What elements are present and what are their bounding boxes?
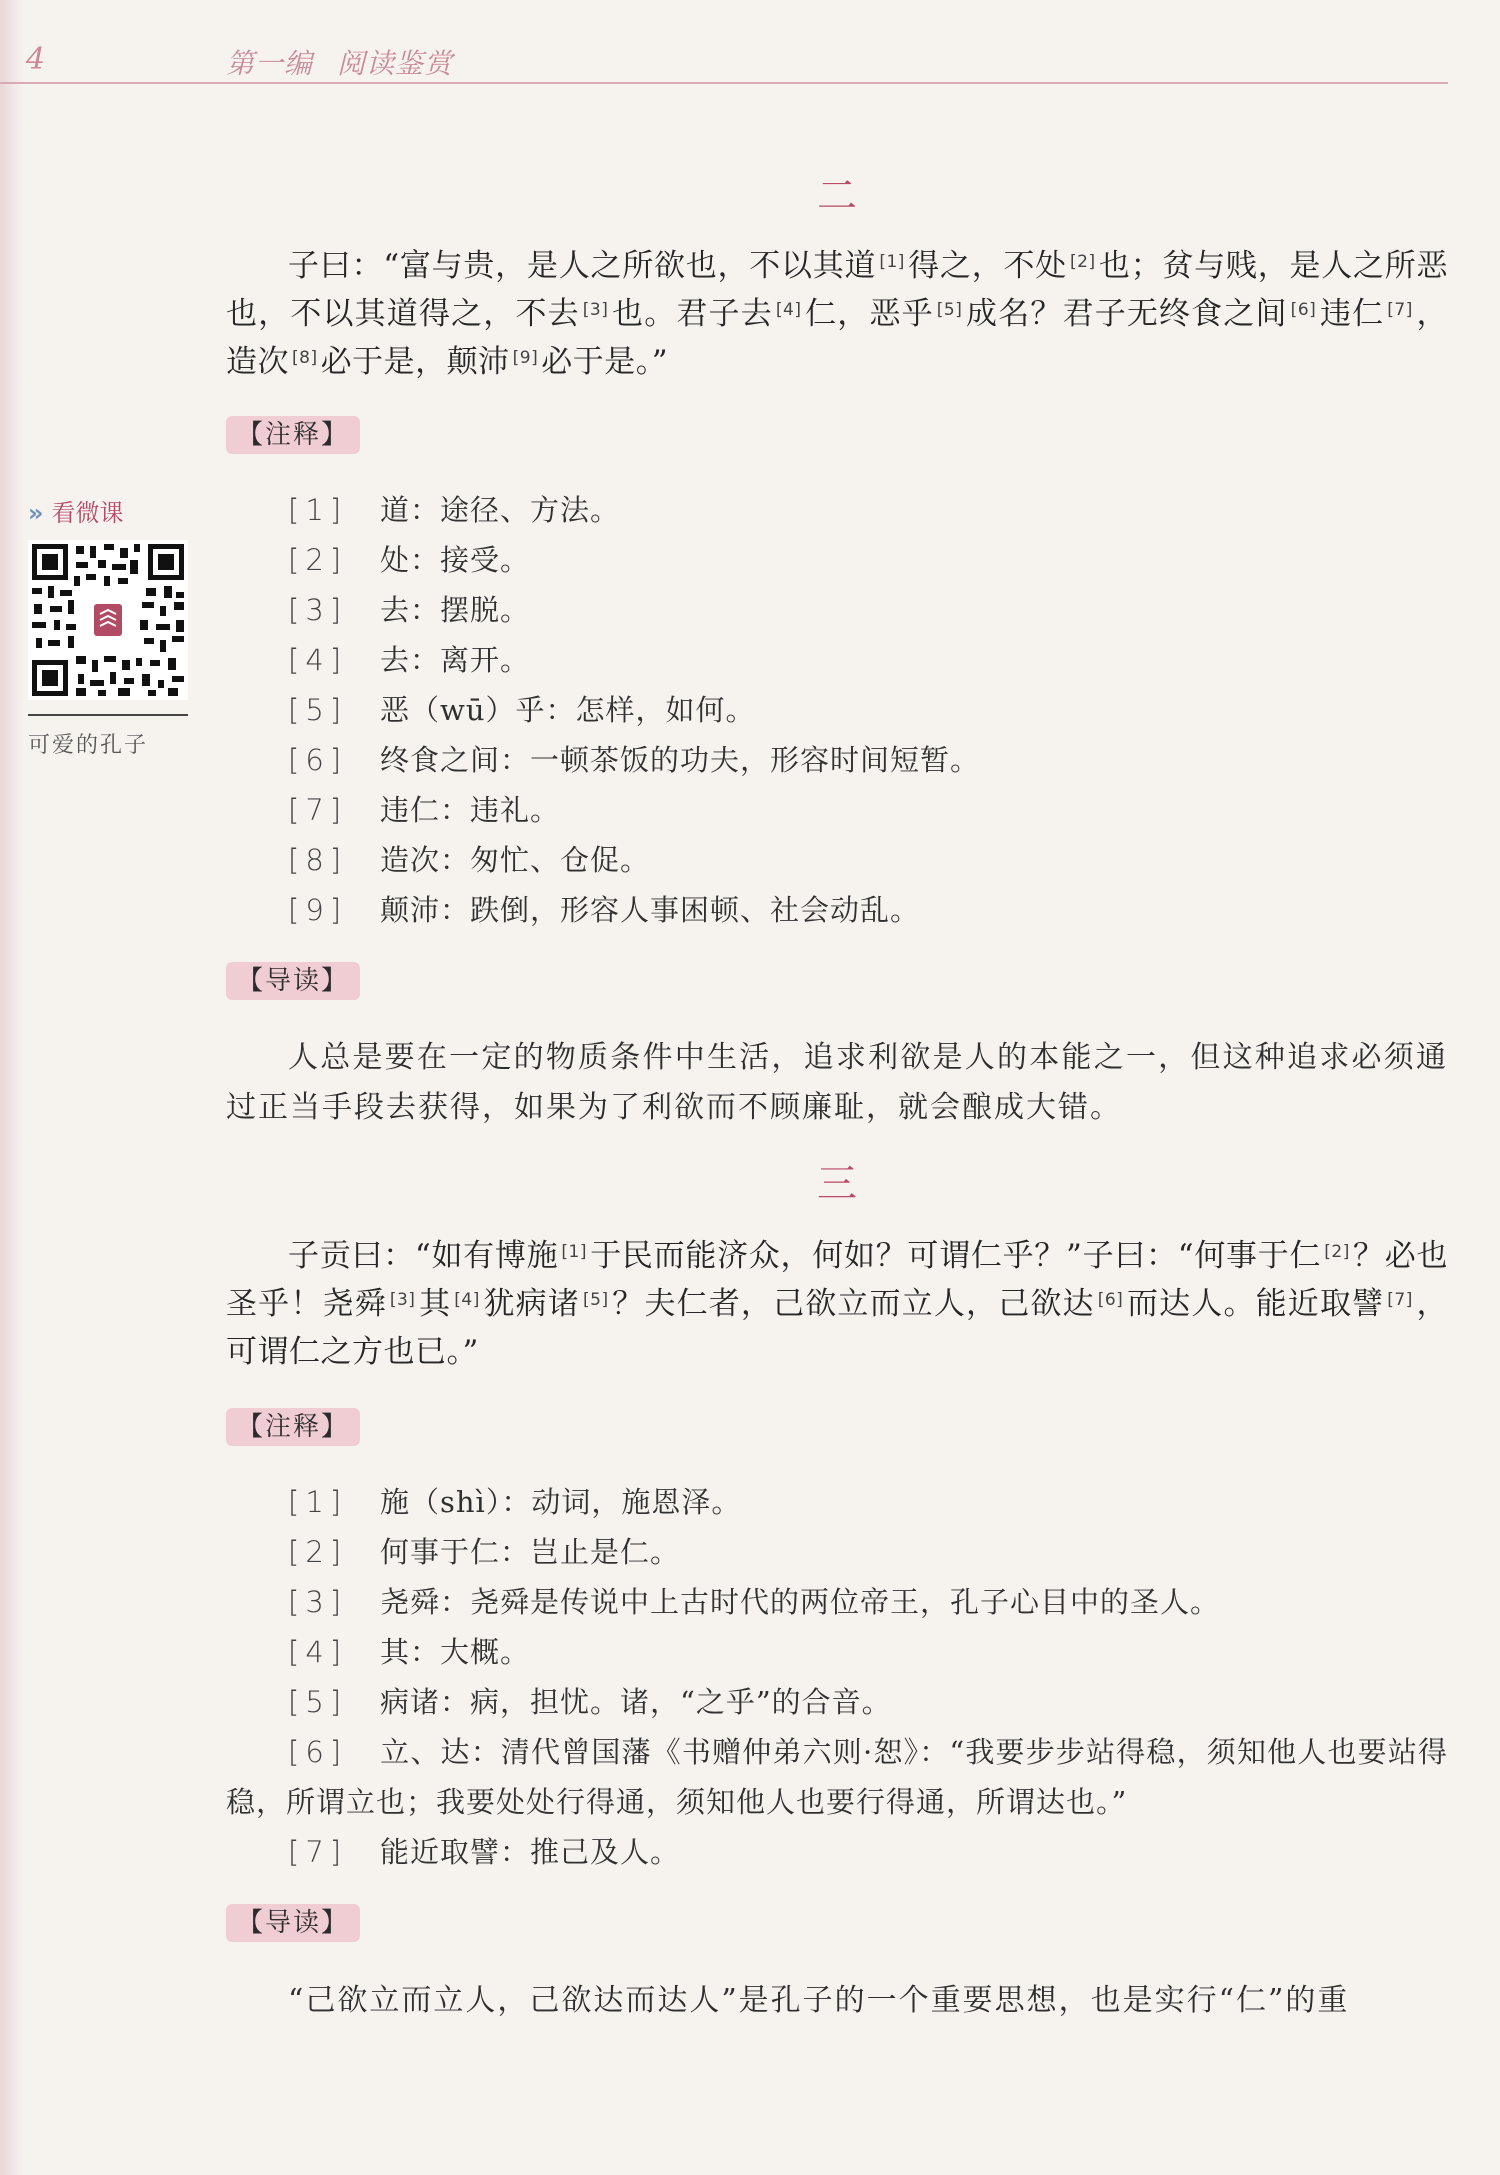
note-item: [7] 能近取譬：推己及人。 (288, 1835, 681, 1869)
note-item: [5] 病诸：病，担忧。诸，“之乎”的合音。 (288, 1685, 892, 1719)
note-item: [7] 违仁：违礼。 (288, 793, 561, 827)
note-item: [8] 造次：匆忙、仓促。 (288, 843, 651, 877)
note-item: [6] 终食之间：一顿茶饭的功夫，形容时间短暂。 (288, 743, 981, 777)
note-item: [2] 何事于仁：岂止是仁。 (288, 1535, 681, 1569)
notes-tag-3: 【注释】 (226, 1408, 360, 1446)
note-item: [9] 颠沛：跌倒，形容人事困顿、社会动乱。 (288, 893, 921, 927)
page-header (0, 30, 1448, 84)
micro-lesson-label: » 看微课 (28, 499, 124, 527)
page-edge-strip (0, 0, 24, 2175)
sidebar-divider (28, 714, 188, 716)
section-2-quote: 子曰：“富与贵，是人之所欲也，不以其道 [1]得之，不处 [2]也；贫与贱，是人之所恶也，不以其道得之，不去 [3]也。君子去 [4]仁，恶乎 [5]成名？君子无终食之间 [6]违仁 [7]，造次 [8]必于是，颠沛 [9]必于是。” (226, 248, 1449, 380)
running-title-section: 阅读鉴赏 (337, 47, 454, 80)
page-number: 4 (26, 42, 46, 77)
notes-list-2 (288, 485, 1448, 935)
qr-caption: 可爱的孔子 (28, 733, 149, 758)
note-item: [2] 处：接受。 (288, 543, 531, 577)
notes-list-3 (288, 1477, 1448, 1727)
note-item: [1] 道：途径、方法。 (288, 493, 621, 527)
note-item: [3] 尧舜：尧舜是传说中上古时代的两位帝王，孔子心目中的圣人。 (288, 1585, 1221, 1619)
note-item-long: [6] 立、达：清代曾国藩《书赠仲弟六则·恕》：“我要步步站得稳，须知他人也要站得稳，所谓立也；我要处处行得通，须知他人也要行得通，所谓达也。” (226, 1735, 1448, 1819)
micro-lesson-sidebar (28, 496, 188, 759)
running-title (226, 42, 453, 82)
note-item: [1] 施（shì）：动词，施恩泽。 (288, 1485, 742, 1519)
notes-list-3-last (288, 1827, 1448, 1877)
qr-code[interactable] (28, 540, 188, 700)
running-title-part: 第一编 (226, 47, 314, 80)
section-number-2: 二 (817, 173, 857, 219)
double-chevron-icon: » (28, 499, 44, 527)
notes-tag-2: 【注释】 (226, 416, 360, 454)
note-item: [4] 其：大概。 (288, 1635, 531, 1669)
section-number-3: 三 (817, 1161, 857, 1207)
section-3-quote: 子贡曰：“如有博施 [1]于民而能济众，何如？可谓仁乎？”子曰：“何事于仁 [2]？必也圣乎！尧舜 [3]其 [4]犹病诸 [5]？夫仁者，己欲立而立人，己欲达 [6]而达人。能近取譬 [7]，可谓仁之方也已。” (226, 1238, 1449, 1370)
reading-guide-3: “己欲立而立人，己欲达而达人”是孔子的一个重要思想，也是实行“仁”的重 (288, 1983, 1350, 2018)
reading-tag-2: 【导读】 (226, 962, 360, 1000)
note-item: [3] 去：摆脱。 (288, 593, 531, 627)
note-item: [5] 恶（wū）乎：怎样，如何。 (288, 693, 756, 727)
reading-tag-3: 【导读】 (226, 1904, 360, 1942)
reading-guide-2: 人总是要在一定的物质条件中生活，追求利欲是人的本能之一，但这种追求必须通过正当手段去获得，如果为了利欲而不顾廉耻，就会酿成大错。 (226, 1040, 1448, 1125)
note-item: [4] 去：离开。 (288, 643, 531, 677)
